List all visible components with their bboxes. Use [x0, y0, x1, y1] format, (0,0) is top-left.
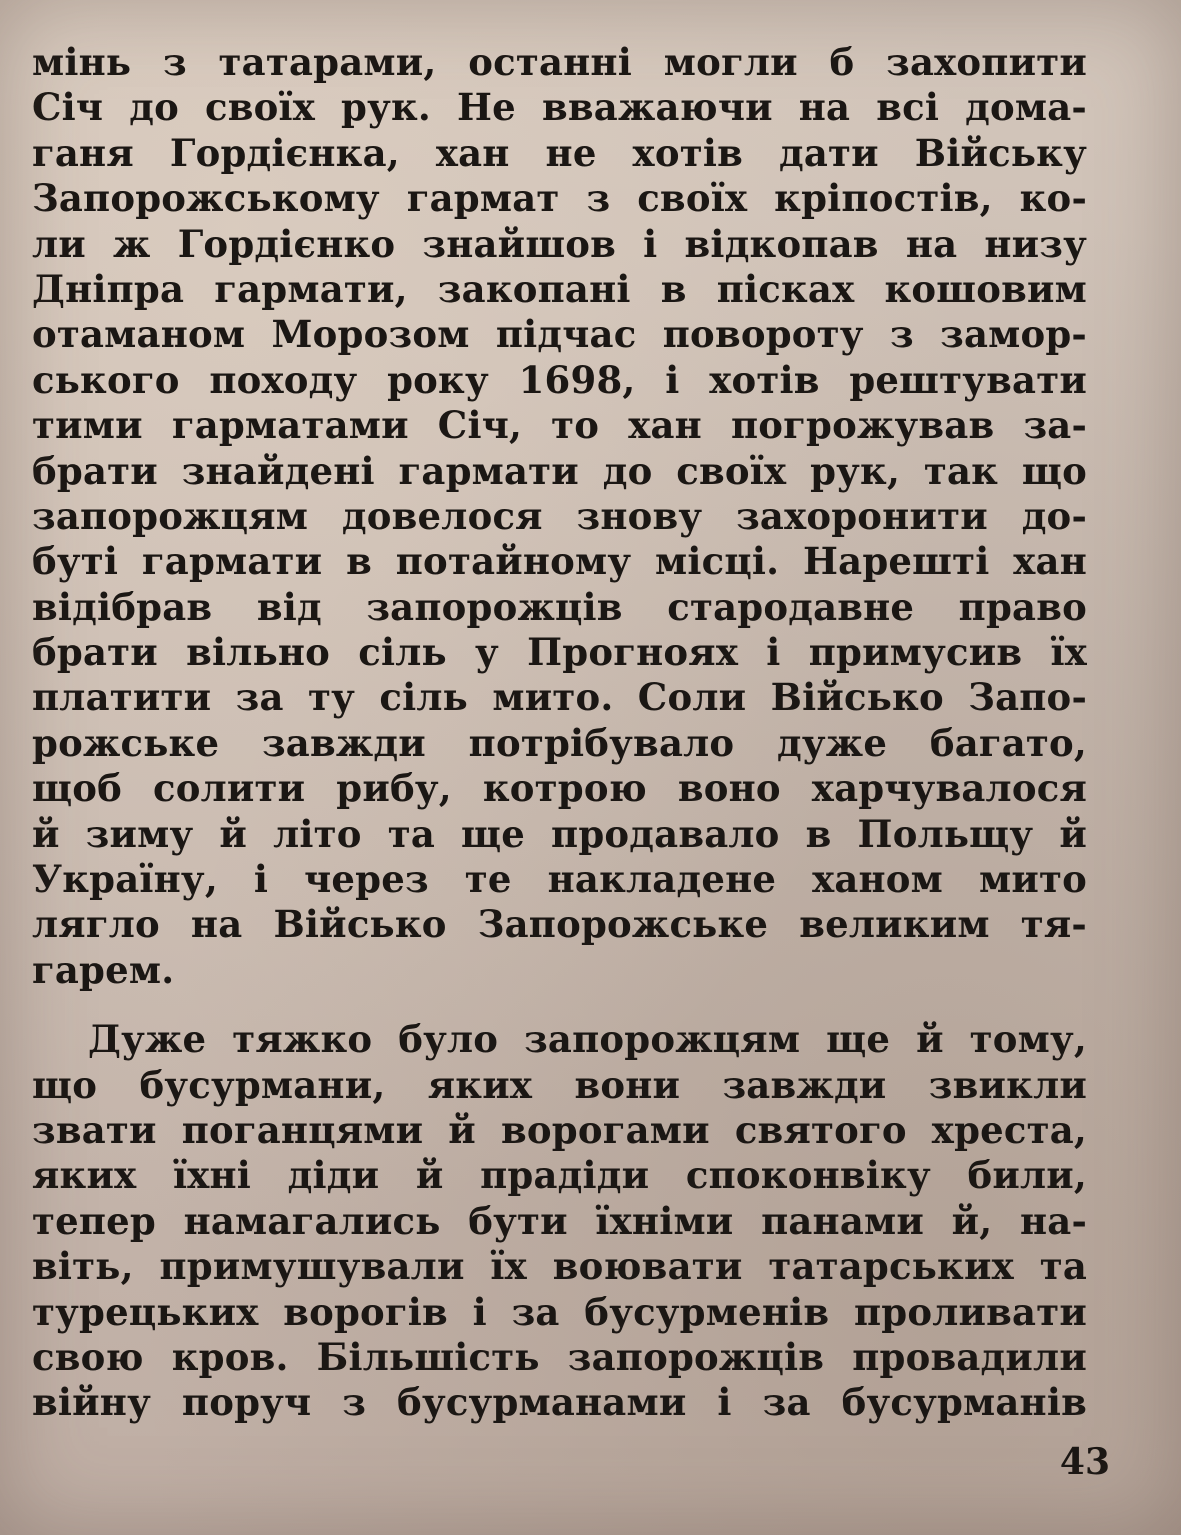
paragraph-gap — [32, 993, 1087, 1017]
text-line: брати знайдені гармати до своїх рук, так що — [32, 448, 1087, 493]
text-line: віть, примушували їх воювати татарських та — [32, 1244, 1087, 1289]
text-line: лягло на Військо Запорожське великим тя- — [32, 902, 1087, 947]
text-line: ганя Гордієнка, хан не хотів дати Війську — [32, 130, 1087, 175]
text-line: брати вільно сіль у Прогноях і примусив їх — [32, 630, 1087, 675]
text-line: запорожцям довелося знову захоронити до- — [32, 493, 1087, 538]
text-line: буті гармати в потайному місці. Нарешті хан — [32, 539, 1087, 584]
text-line: гарем. — [32, 947, 175, 992]
text-line: тепер намагались бути їхніми панами й, на- — [32, 1198, 1087, 1243]
paragraph-2 — [32, 1017, 1087, 1426]
body-text — [32, 40, 1087, 1426]
text-line: мінь з татарами, останні могли б захопити — [32, 40, 1087, 84]
page-number: 43 — [1059, 1441, 1110, 1483]
text-line: звати поганцями й ворогами святого хреста, — [32, 1107, 1087, 1152]
text-line: свою кров. Більшість запорожців провадили — [32, 1334, 1087, 1379]
text-line: тими гарматами Січ, то хан погрожував за- — [32, 403, 1087, 448]
text-line: й зиму й літо та ще продавало в Польщу й — [32, 811, 1087, 856]
text-line: відібрав від запорожців стародавне право — [32, 584, 1087, 629]
text-line: яких їхні діди й прадіди споконвіку били, — [32, 1153, 1087, 1198]
text-line: платити за ту сіль мито. Соли Військо Запо- — [32, 675, 1087, 720]
text-line: Україну, і через те накладене ханом мито — [32, 857, 1087, 902]
text-line: рожське завжди потрібувало дуже багато, — [32, 720, 1087, 765]
text-line: Запорожському гармат з своїх кріпостів, ко- — [32, 176, 1087, 221]
text-line: що бусурмани, яких вони завжди звикли — [32, 1062, 1087, 1107]
paragraph-1 — [32, 40, 1087, 993]
text-line: Січ до своїх рук. Не вважаючи на всі дома- — [32, 85, 1087, 130]
text-line: ли ж Гордієнко знайшов і відкопав на низу — [32, 221, 1087, 266]
text-line: щоб солити рибу, котрою воно харчувалося — [32, 766, 1087, 811]
text-line: турецьких ворогів і за бусурменів проливати — [32, 1289, 1087, 1334]
text-line: Дуже тяжко було запорожцям ще й тому, — [88, 1017, 1087, 1062]
text-line: війну поруч з бусурманами і за бусурманів — [32, 1380, 1087, 1425]
text-line: отаманом Морозом підчас повороту з замор- — [32, 312, 1087, 357]
text-line: ського походу року 1698, і хотів рештувати — [32, 357, 1087, 402]
text-line: Дніпра гармати, закопані в пісках кошовим — [32, 266, 1087, 311]
